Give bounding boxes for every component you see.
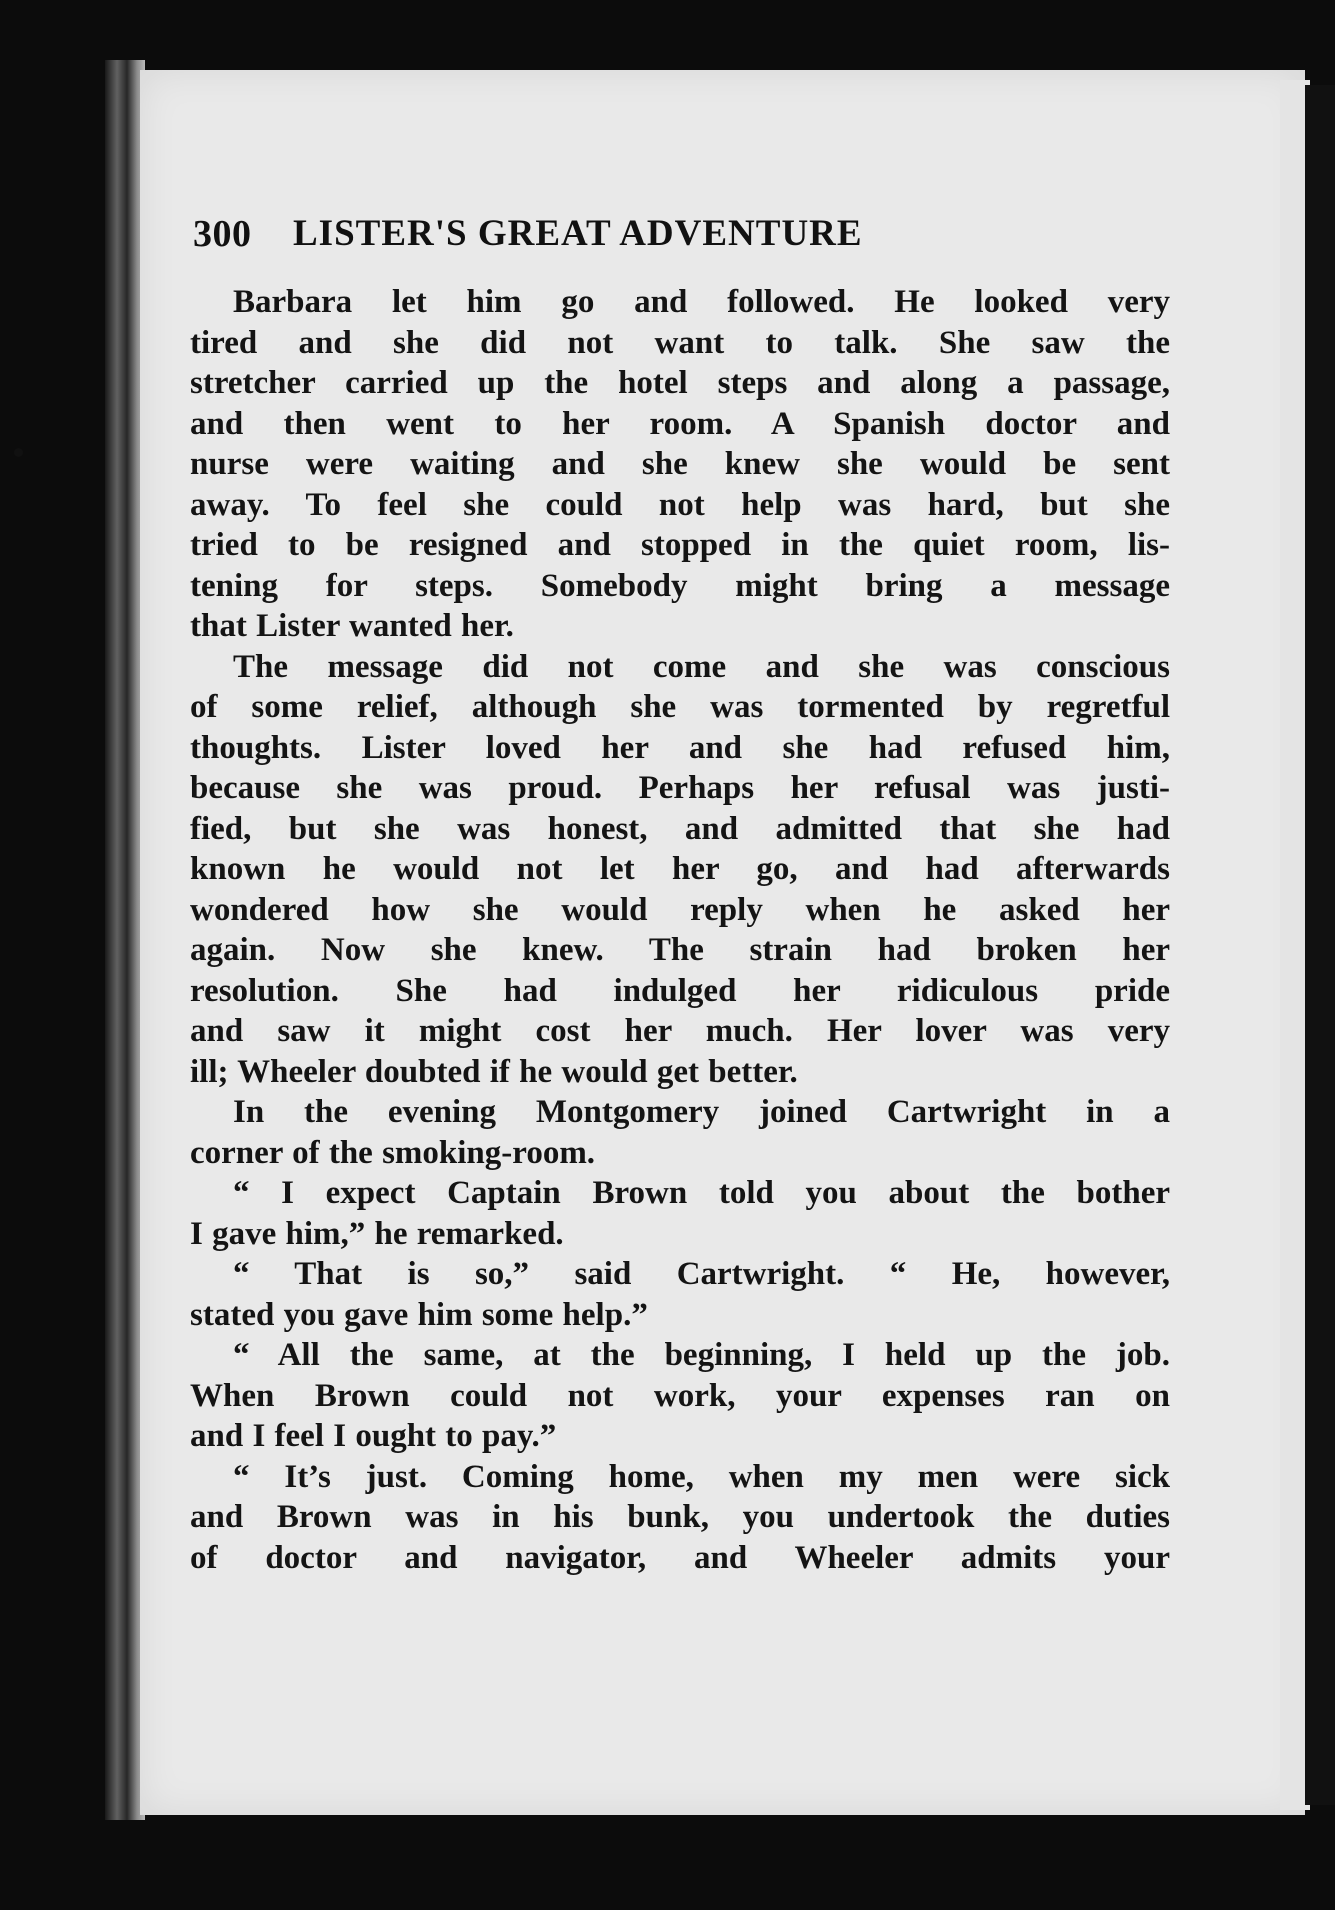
text-line: When Brown could not work, your expenses ran on xyxy=(190,1377,1170,1414)
text-line: tried to be resigned and stopped in the quiet room, lis- xyxy=(190,527,1170,563)
running-head xyxy=(193,212,1073,262)
text-line: fied, but she was honest, and admitted that she had xyxy=(190,810,1170,847)
text-line: “ All the same, at the beginning, I held up the job. xyxy=(233,1337,1170,1373)
text-line: “ That is so,” said Cartwright. “ He, however, xyxy=(233,1256,1170,1292)
text-line: tening for steps. Somebody might bring a message xyxy=(190,567,1170,604)
text-line: thoughts. Lister loved her and she had refused him, xyxy=(190,729,1170,766)
text-line: stated you gave him some help.” xyxy=(190,1296,648,1333)
text-line: I gave him,” he remarked. xyxy=(190,1215,564,1252)
text-line: and saw it might cost her much. Her lover was very xyxy=(190,1013,1170,1049)
text-line: again. Now she knew. The strain had broken her xyxy=(190,932,1170,968)
text-line: known he would not let her go, and had afterwards xyxy=(190,851,1170,887)
text-line: “ I expect Captain Brown told you about the bother xyxy=(233,1175,1170,1211)
text-line: resolution. She had indulged her ridiculous pride xyxy=(190,972,1170,1009)
text-line: “ It’s just. Coming home, when my men were sick xyxy=(233,1458,1170,1495)
text-line: and then went to her room. A Spanish doctor and xyxy=(190,405,1170,442)
text-line: tired and she did not want to talk. She saw the xyxy=(190,324,1170,361)
page-number: 300 xyxy=(193,213,252,255)
text-line: and Brown was in his bunk, you undertook the duties xyxy=(190,1499,1170,1535)
text-line: Barbara let him go and followed. He looked very xyxy=(233,284,1170,320)
text-line: of some relief, although she was tormented by regretful xyxy=(190,689,1170,725)
dust-speck xyxy=(14,448,23,457)
text-line: of doctor and navigator, and Wheeler admits your xyxy=(190,1539,1170,1576)
book-binding-edge xyxy=(105,60,145,1820)
text-line: corner of the smoking-room. xyxy=(190,1134,596,1171)
text-line: that Lister wanted her. xyxy=(190,608,514,644)
text-line: because she was proud. Perhaps her refusal was justi- xyxy=(190,770,1170,806)
text-line: ill; Wheeler doubted if he would get better. xyxy=(190,1053,798,1090)
body-text xyxy=(190,282,1170,1578)
text-line: In the evening Montgomery joined Cartwright in a xyxy=(233,1094,1170,1130)
text-line: The message did not come and she was conscious xyxy=(233,648,1170,685)
text-line: away. To feel she could not help was hard, but she xyxy=(190,486,1170,523)
facing-page-edge xyxy=(1305,85,1335,1805)
text-line: nurse were waiting and she knew she would be sent xyxy=(190,446,1170,482)
text-line: stretcher carried up the hotel steps and along a passage, xyxy=(190,365,1170,401)
book-title: LISTER'S GREAT ADVENTURE xyxy=(293,213,863,254)
text-line: wondered how she would reply when he asked her xyxy=(190,891,1170,928)
text-line: and I feel I ought to pay.” xyxy=(190,1418,557,1454)
